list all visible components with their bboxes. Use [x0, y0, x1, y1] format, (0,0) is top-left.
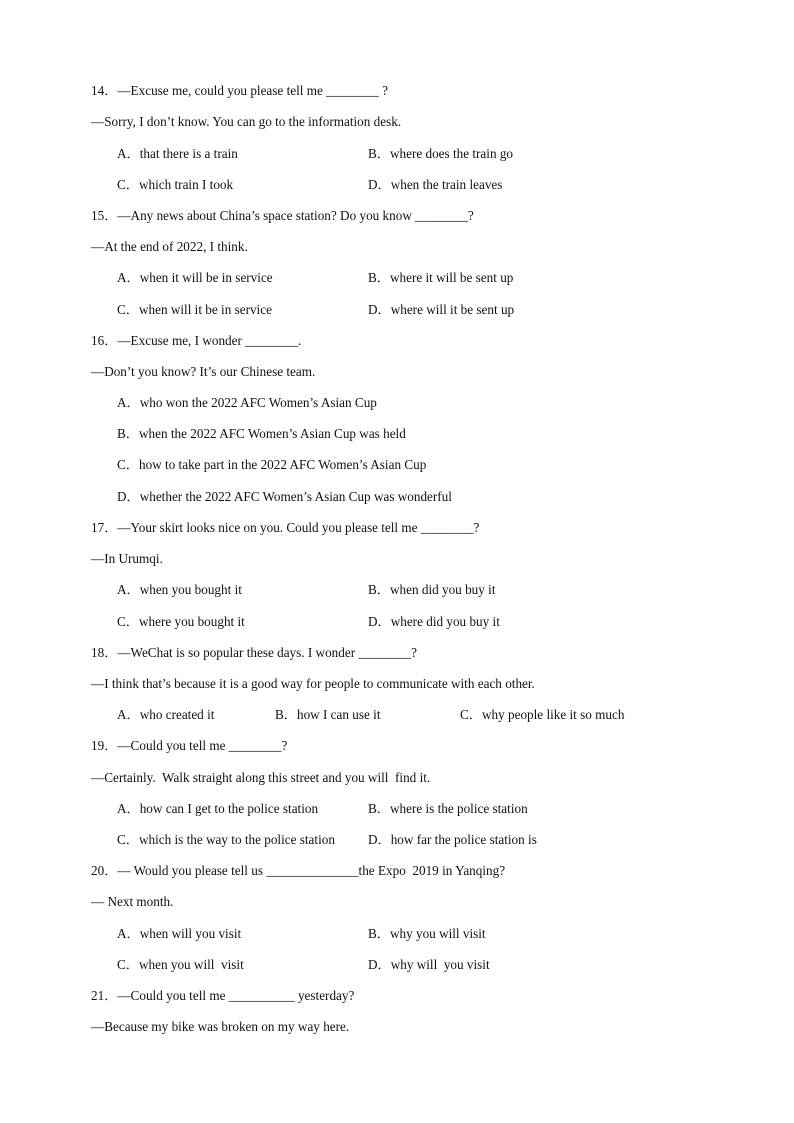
question-15-option-c: C．when will it be in service	[117, 302, 272, 317]
question-17-option-c: C．where you bought it	[117, 614, 245, 629]
question-14-reply: —Sorry, I don’t know. You can go to the information desk.	[91, 114, 402, 129]
question-19-reply: —Certainly. Walk straight along this street and you will find it.	[91, 770, 431, 785]
question-19-stem: 19．—Could you tell me ________?	[91, 738, 288, 753]
question-17-option-d: D．where did you buy it	[368, 614, 500, 629]
question-20-stem: 20．— Would you please tell us ______________the Expo 2019 in Yanqing?	[91, 863, 506, 878]
question-17-option-b: B．when did you buy it	[368, 582, 496, 597]
question-19-option-d: D．how far the police station is	[368, 832, 537, 847]
question-19-option-b: B．where is the police station	[368, 801, 528, 816]
question-15-stem: 15．—Any news about China’s space station? Do you know ________?	[91, 208, 474, 223]
question-21-stem: 21．—Could you tell me __________ yesterday?	[91, 988, 355, 1003]
question-14-stem: 14．—Excuse me, could you please tell me ________ ?	[91, 83, 389, 98]
question-16-option-d: D．whether the 2022 AFC Women’s Asian Cup was wonderful	[117, 489, 452, 504]
question-16-stem: 16．—Excuse me, I wonder ________.	[91, 333, 302, 348]
question-16-option-a: A．who won the 2022 AFC Women’s Asian Cup	[117, 395, 377, 410]
question-20-option-b: B．why you will visit	[368, 926, 486, 941]
question-20-option-d: D．why will you visit	[368, 957, 490, 972]
question-18-stem: 18．—WeChat is so popular these days. I wonder ________?	[91, 645, 418, 660]
question-17-reply: —In Urumqi.	[91, 551, 163, 566]
question-17-stem: 17．—Your skirt looks nice on you. Could you please tell me ________?	[91, 520, 480, 535]
question-15-option-a: A．when it will be in service	[117, 270, 273, 285]
question-19-option-c: C．which is the way to the police station	[117, 832, 335, 847]
question-20-reply: — Next month.	[91, 894, 174, 909]
question-19-option-a: A．how can I get to the police station	[117, 801, 319, 816]
question-18-reply: —I think that’s because it is a good way for people to communicate with each other.	[91, 676, 535, 691]
question-16-reply: —Don’t you know? It’s our Chinese team.	[91, 364, 316, 379]
question-16-option-b: B．when the 2022 AFC Women’s Asian Cup was held	[117, 426, 406, 441]
question-20-option-a: A．when will you visit	[117, 926, 242, 941]
question-18-option-a: A．who created it	[117, 707, 215, 722]
question-20-option-c: C．when you will visit	[117, 957, 244, 972]
question-15-reply: —At the end of 2022, I think.	[91, 239, 248, 254]
question-14-option-d: D．when the train leaves	[368, 177, 503, 192]
question-15-option-b: B．where it will be sent up	[368, 270, 514, 285]
question-18-option-b: B．how I can use it	[275, 707, 381, 722]
question-14-option-a: A．that there is a train	[117, 146, 238, 161]
question-15-option-d: D．where will it be sent up	[368, 302, 515, 317]
question-21-reply: —Because my bike was broken on my way here.	[91, 1019, 350, 1034]
question-17-option-a: A．when you bought it	[117, 582, 242, 597]
question-14-option-b: B．where does the train go	[368, 146, 514, 161]
question-18-option-c: C．why people like it so much	[460, 707, 625, 722]
question-14-option-c: C．which train I took	[117, 177, 234, 192]
question-16-option-c: C．how to take part in the 2022 AFC Women’s Asian Cup	[117, 457, 427, 472]
